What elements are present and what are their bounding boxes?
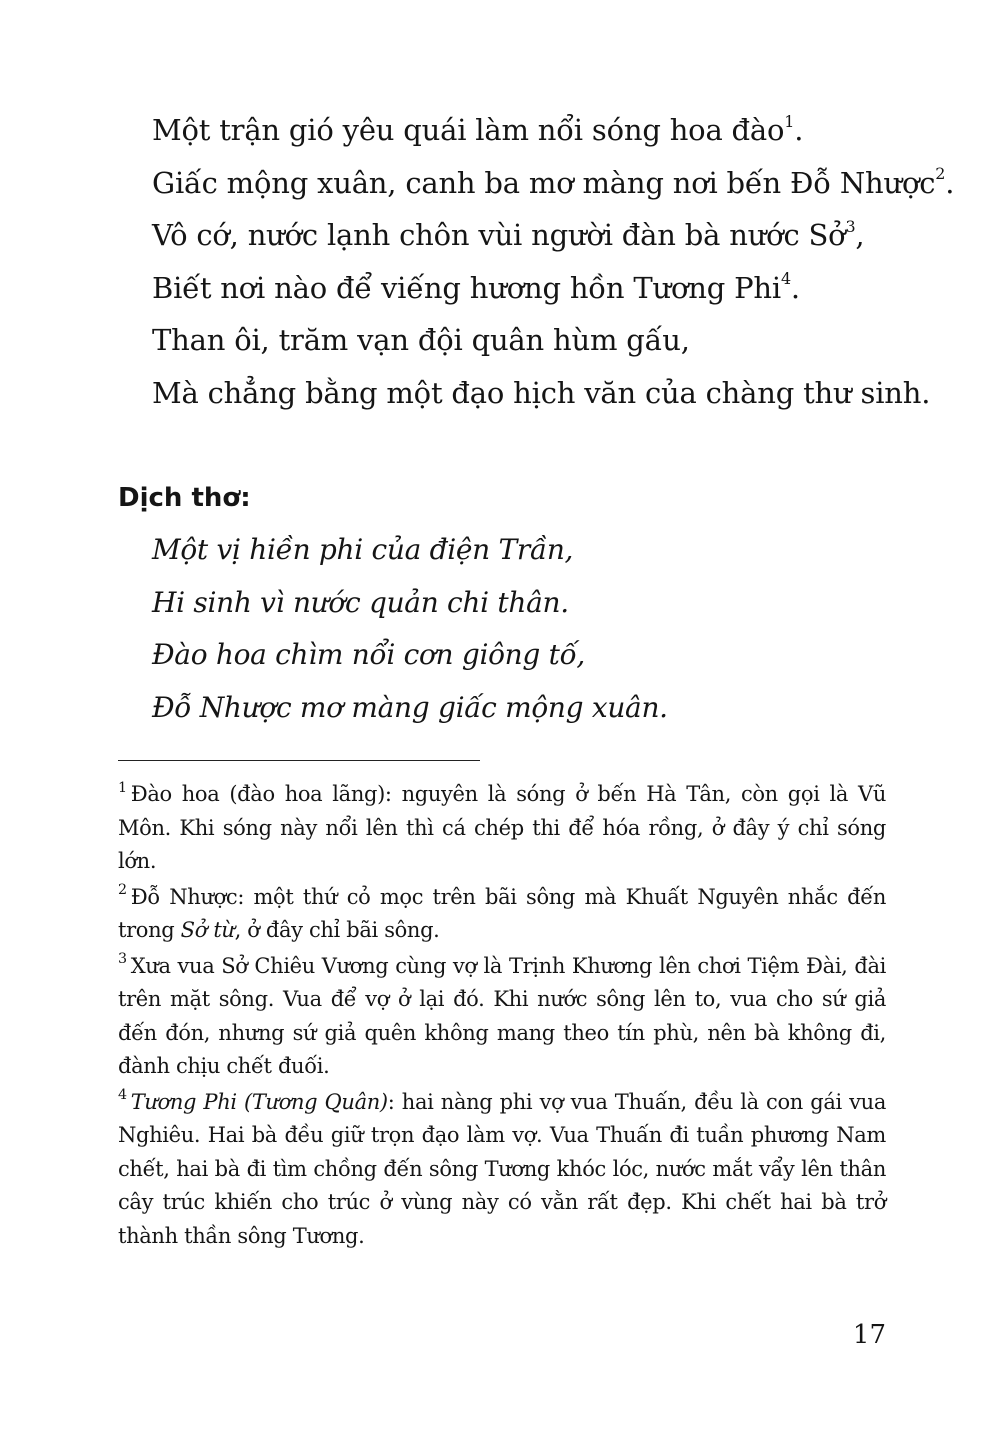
footnote-text: Xưa vua Sở Chiêu Vương cùng vợ là Trịnh Khương lên chơi Tiệm Đài, đài trên mặt sông. Vua để vợ ở lại đó. Khi nước sông lên to, vua cho sứ giả đến đón, nhưng sứ giả quên không mang theo tín phù, nên bà không đi, đành chịu chết đuối. bbox=[118, 953, 886, 1078]
translation-line: Đỗ Nhược mơ màng giấc mộng xuân. bbox=[152, 690, 668, 724]
verse-line: Vô cớ, nước lạnh chôn vùi người đàn bà nước Sở$^3$, bbox=[152, 216, 865, 252]
verse-line: Than ôi, trăm vạn đội quân hùm gấu, bbox=[152, 323, 690, 357]
footnote-mark: 1 bbox=[118, 779, 127, 796]
translation-line: Một vị hiền phi của điện Trần, bbox=[152, 533, 574, 566]
verse-line: Một trận gió yêu quái làm nổi sóng hoa đào$^1$. bbox=[152, 111, 804, 147]
footnote-ref: 2 bbox=[935, 164, 946, 184]
footnote bbox=[118, 950, 886, 1084]
footnote-ref: 1 bbox=[784, 111, 795, 131]
footnote bbox=[118, 1086, 886, 1254]
footnote-italic-title: Tương Phi (Tương Quân) bbox=[130, 1089, 388, 1114]
footnote-text: , ở đây chỉ bãi sông. bbox=[234, 918, 440, 942]
footnote-mark: 2 bbox=[118, 882, 127, 899]
verse-line: Mà chẳng bằng một đạo hịch văn của chàng thư sinh. bbox=[152, 375, 931, 410]
translation-line: Đào hoa chìm nổi cơn giông tố, bbox=[152, 638, 586, 671]
poem-translation-prose bbox=[152, 104, 972, 419]
footnote-ref: 4 bbox=[780, 269, 791, 289]
footnote bbox=[118, 881, 886, 948]
footnote-mark: 3 bbox=[118, 951, 127, 968]
footnote-mark: 4 bbox=[118, 1087, 127, 1104]
footnote-text: Đỗ Nhược: một thứ cỏ mọc trên bãi sông mà Khuất Nguyên nhắc đến trong bbox=[118, 884, 886, 942]
page-number: 17 bbox=[852, 1320, 886, 1350]
footnote-text: Đào hoa (đào hoa lãng): nguyên là sóng ở bến Hà Tân, còn gọi là Vũ Môn. Khi sóng này nổi lên thì cá chép thi để hóa rồng, ở đây ý chỉ sóng lớn. bbox=[118, 782, 886, 873]
poetic-translation bbox=[152, 524, 952, 734]
footnote-italic-title: Sở từ bbox=[180, 918, 235, 942]
translation-heading: Dịch thơ: bbox=[118, 483, 251, 513]
translation-line: Hi sinh vì nước quản chi thân. bbox=[152, 585, 569, 619]
footnotes bbox=[118, 778, 886, 1255]
footnote-ref: 3 bbox=[845, 216, 856, 236]
footnote-divider bbox=[118, 760, 480, 761]
footnote bbox=[118, 778, 886, 879]
footnote-text: : hai nàng phi vợ vua Thuấn, đều là con gái vua Nghiêu. Hai bà đều giữ trọn đạo làm vợ. Vua Thuấn đi tuần phương Nam chết, hai bà đi tìm chồng đến sông Tương khóc lóc, nước mắt vẩy lên thân cây trúc khiến cho trúc ở vùng này có vằn rất đẹp. Khi chết hai bà trở thành thần sông Tương. bbox=[118, 1089, 886, 1248]
verse-line: Giấc mộng xuân, canh ba mơ màng nơi bến Đỗ Nhược$^2$. bbox=[152, 164, 955, 200]
verse-line: Biết nơi nào để viếng hương hồn Tương Phi$^4$. bbox=[152, 269, 800, 305]
